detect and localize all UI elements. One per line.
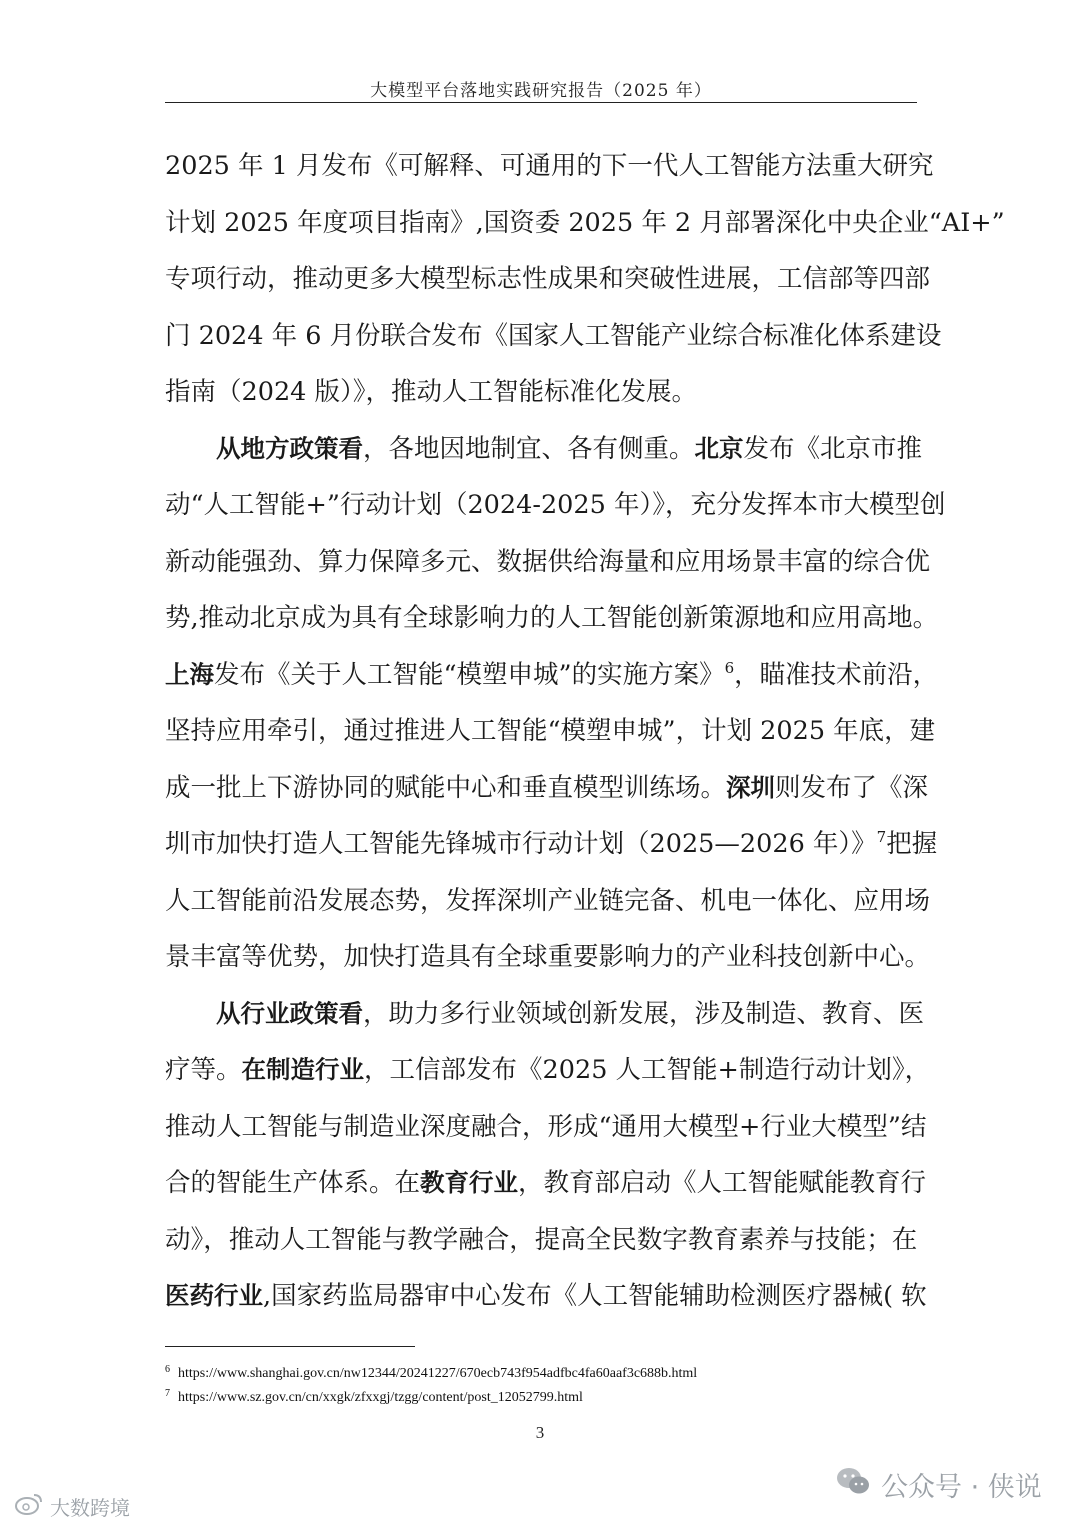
- paragraph-3-line: 推动人工智能与制造业深度融合，形成“通用大模型+行业大模型”结: [165, 1111, 927, 1142]
- manufacturing-keyword: 在制造行业: [241, 1055, 365, 1084]
- paragraph-1-line: 计划 2025 年度项目指南》,国资委 2025 年 2 月部署深化中央企业“AI+”: [165, 207, 1005, 238]
- paragraph-2-line: 势,推动北京成为具有全球影响力的人工智能创新策源地和应用高地。: [165, 603, 939, 633]
- paragraph-1-line: 门 2024 年 6 月份联合发布《国家人工智能产业综合标准化体系建设: [165, 320, 942, 351]
- watermark-left: [14, 1492, 130, 1521]
- running-header: 大模型平台落地实践研究报告（2025 年）: [370, 81, 712, 101]
- header-rule: [165, 102, 917, 103]
- footnote-item[interactable]: $^6$ https://www.shanghai.gov.cn/nw12344/20241227/670ecb743f954adfbc4fa60aaf3c688b.html: [165, 1364, 698, 1381]
- footnote-rule: [165, 1346, 415, 1347]
- body-text: [165, 138, 1005, 1325]
- beijing-keyword: 北京: [694, 433, 744, 463]
- footnote-ref-7[interactable]: 7: [876, 828, 887, 846]
- footnote-link[interactable]: https://www.sz.gov.cn/cn/xxgk/zfxxgj/tzgg/content/post_12052799.html: [178, 1390, 583, 1405]
- paragraph-2-line: 坚持应用牵引，通过推进人工智能“模塑申城”，计划 2025 年底，建: [165, 716, 936, 746]
- paragraph-3-line: 从行业政策看，助力多行业领域创新发展，涉及制造、教育、医: [216, 998, 925, 1029]
- paragraph-1-line: 指南（2024 版）》，推动人工智能标准化发展。: [165, 377, 698, 407]
- paragraph-2-line: 上海发布《关于人工智能“模塑申城”的实施方案》$^6$，瞄准技术前沿，: [165, 658, 939, 690]
- shanghai-keyword: 上海: [165, 659, 214, 689]
- paragraph-2-line: 动“人工智能+”行动计划（2024-2025 年）》，充分发挥本市大模型创: [165, 490, 946, 520]
- paragraph-2-line: 从地方政策看，各地因地制宜、各有侧重。北京发布《北京市推: [216, 433, 923, 464]
- paragraph-3-line: 动》，推动人工智能与教学融合，提高全民数字教育素养与技能；在: [165, 1224, 918, 1255]
- footnotes: [165, 1360, 917, 1408]
- industry-policy-heading: 从行业政策看: [216, 998, 363, 1028]
- paragraph-2-line: 新动能强劲、算力保障多元、数据供给海量和应用场景丰富的综合优: [165, 546, 931, 577]
- paragraph-2-line: 成一批上下游协同的赋能中心和垂直模型训练场。深圳则发布了《深: [165, 772, 929, 803]
- footnote-item[interactable]: $^7$ https://www.sz.gov.cn/cn/xxgk/zfxxgj/tzgg/content/post_12052799.html: [165, 1388, 583, 1405]
- paragraph-3-line: 合的智能生产体系。在教育行业，教育部启动《人工智能赋能教育行: [165, 1168, 927, 1198]
- footnote-link[interactable]: https://www.shanghai.gov.cn/nw12344/20241227/670ecb743f954adfbc4fa60aaf3c688b.html: [178, 1366, 698, 1381]
- shenzhen-keyword: 深圳: [726, 772, 776, 802]
- page-number: 3: [535, 1423, 545, 1442]
- paragraph-1-line: 2025 年 1 月发布《可解释、可通用的下一代人工智能方法重大研究: [165, 151, 934, 181]
- watermark-right: [835, 1465, 1042, 1504]
- weibo-icon: [14, 1492, 44, 1521]
- paragraph-3-line: 医药行业,国家药监局器审中心发布《人工智能辅助检测医疗器械( 软: [165, 1281, 927, 1311]
- watermark-left-text: 大数跨境: [50, 1496, 130, 1520]
- paragraph-3-line: 疗等。在制造行业，工信部发布《2025 人工智能+制造行动计划》，: [165, 1055, 931, 1085]
- paragraph-2-line: 景丰富等优势，加快打造具有全球重要影响力的产业科技创新中心。: [165, 942, 931, 972]
- watermark-right-text: 公众号 · 侠说: [881, 1472, 1042, 1503]
- wechat-icon: [835, 1465, 871, 1504]
- education-keyword: 教育行业: [420, 1168, 519, 1197]
- paragraph-1-line: 专项行动，推动更多大模型标志性成果和突破性进展，工信部等四部: [165, 264, 931, 294]
- paragraph-2-line: 圳市加快打造人工智能先锋城市行动计划（2025—2026 年）》$^7$把握: [165, 828, 938, 859]
- footnote-ref-6[interactable]: 6: [724, 658, 735, 677]
- paragraph-2-line: 人工智能前沿发展态势，发挥深圳产业链完备、机电一体化、应用场: [165, 885, 931, 916]
- pharma-keyword: 医药行业: [165, 1281, 263, 1310]
- local-policy-heading: 从地方政策看: [216, 433, 363, 463]
